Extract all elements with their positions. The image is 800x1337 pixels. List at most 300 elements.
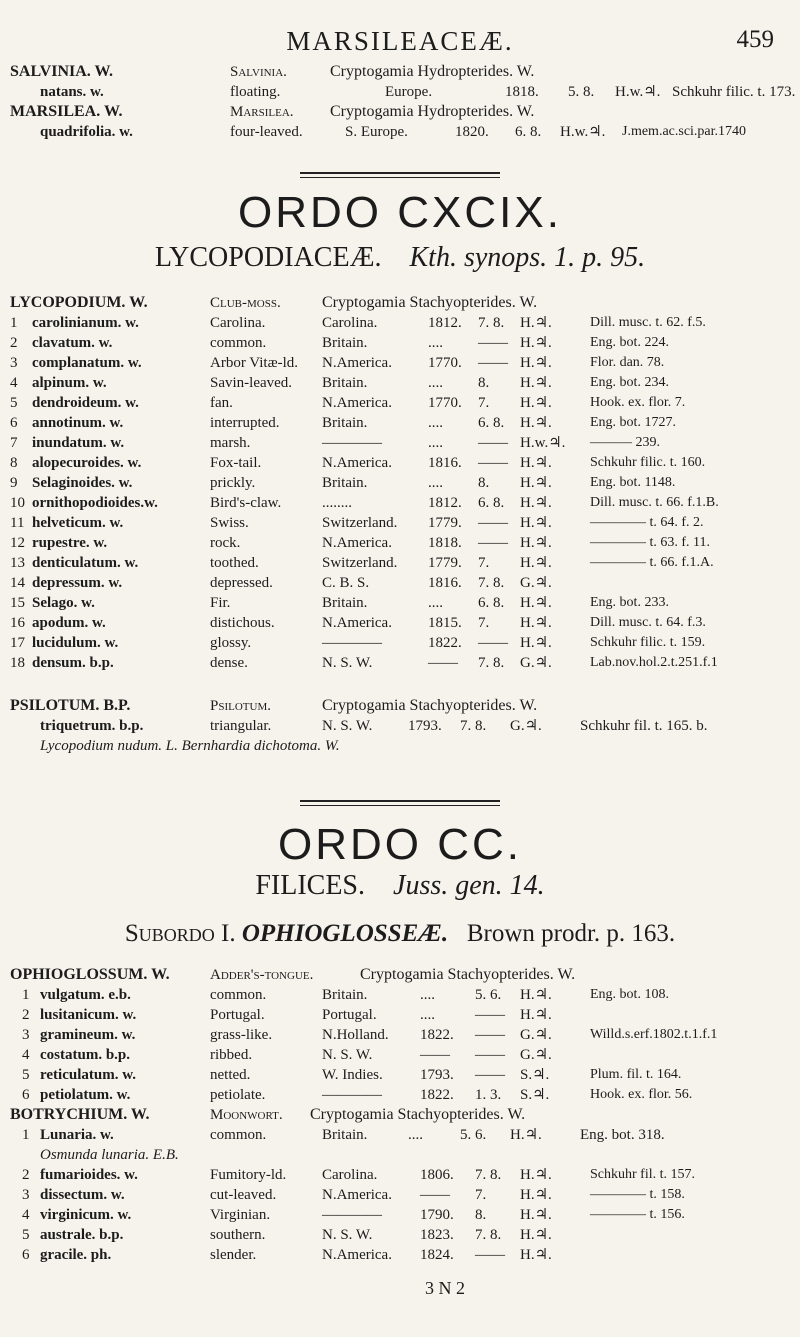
species-name: fumarioides. w.	[40, 1167, 138, 1183]
species-number: 1	[22, 987, 30, 1003]
native-place: N. S. W.	[322, 655, 373, 671]
species-name: complanatum. w.	[32, 355, 142, 371]
genus-name: LYCOPODIUM. W.	[10, 294, 148, 311]
species-row	[10, 393, 800, 413]
flowering: 7.	[478, 615, 490, 631]
year: ....	[428, 435, 443, 451]
species-name: dissectum. w.	[40, 1187, 125, 1203]
family-reference: Juss. gen. 14.	[393, 870, 545, 901]
year: 1806.	[420, 1167, 454, 1183]
english-name: interrupted.	[210, 415, 280, 431]
reference: Eng. bot. 224.	[590, 335, 669, 350]
flowering: ——	[478, 355, 508, 371]
separator-rule	[300, 800, 500, 802]
year: ....	[420, 987, 435, 1003]
genus-row-lycopodium	[10, 293, 800, 313]
native-place: N. S. W.	[322, 1047, 373, 1063]
species-name: rupestre. w.	[32, 535, 108, 551]
species-row	[10, 313, 800, 333]
duration: H.♃.	[520, 987, 552, 1003]
order-title: ORDO CXCIX.	[238, 188, 562, 237]
english-name: Virginian.	[210, 1207, 271, 1223]
species-number: 3	[22, 1187, 30, 1203]
species-number: 5	[10, 395, 18, 411]
duration: H.♃.	[520, 375, 552, 391]
english-name: marsh.	[210, 435, 251, 451]
flowering: 7.	[478, 555, 490, 571]
year: 1812.	[428, 315, 462, 331]
native-place: ————	[322, 1087, 382, 1103]
species-row	[10, 716, 800, 736]
duration: H.♃.	[520, 1207, 552, 1223]
native-place: Switzerland.	[322, 515, 398, 531]
species-row	[10, 1005, 800, 1025]
species-number: 5	[22, 1227, 30, 1243]
native-place: Britain.	[322, 375, 368, 391]
english-name: floating.	[230, 84, 281, 100]
native-place: N.America.	[322, 455, 392, 471]
english-genus: Marsilea.	[230, 104, 294, 120]
flowering: 8.	[475, 1207, 487, 1223]
english-name: cut-leaved.	[210, 1187, 277, 1203]
duration: H.♃.	[520, 1167, 552, 1183]
species-name: apodum. w.	[32, 615, 106, 631]
english-name: Portugal.	[210, 1007, 265, 1023]
reference: Plum. fil. t. 164.	[590, 1067, 682, 1082]
english-name: netted.	[210, 1067, 251, 1083]
flowering: 7. 8.	[478, 655, 505, 671]
reference: Lab.nov.hol.2.t.251.f.1	[590, 655, 718, 670]
species-row	[10, 473, 800, 493]
species-row	[10, 553, 800, 573]
genus-row-marsilea	[10, 102, 800, 122]
note-text: Osmunda lunaria. E.B.	[40, 1147, 179, 1163]
class-name: Cryptogamia Hydropterides. W.	[330, 103, 535, 120]
species-number: 8	[10, 455, 18, 471]
species-number: 11	[10, 515, 25, 531]
synonym-note	[40, 736, 800, 756]
english-genus: Salvinia.	[230, 64, 287, 80]
species-name: reticulatum. w.	[40, 1067, 136, 1083]
reference: Schkuhr fil. t. 157.	[590, 1167, 695, 1182]
family-heading	[0, 242, 800, 274]
genus-name: MARSILEA. W.	[10, 103, 123, 120]
english-name: fan.	[210, 395, 233, 411]
species-number: 16	[10, 615, 25, 631]
year: ——	[420, 1047, 450, 1063]
genus-row-ophioglossum	[10, 965, 800, 985]
reference: J.mem.ac.sci.par.1740	[622, 124, 747, 139]
species-row	[10, 1085, 800, 1105]
flowering: 6. 8.	[515, 124, 542, 140]
species-row	[10, 613, 800, 633]
species-name: ornithopodioides.w.	[32, 495, 158, 511]
year: 1822.	[420, 1087, 454, 1103]
year: ....	[408, 1127, 423, 1143]
native-place: Switzerland.	[322, 555, 398, 571]
species-number: 1	[10, 315, 18, 331]
genus-name: BOTRYCHIUM. W.	[10, 1106, 150, 1123]
duration: H.♃.	[520, 635, 552, 651]
suborder-reference: Brown prodr. p. 163.	[466, 920, 676, 947]
reference: ———— t. 156.	[590, 1207, 685, 1222]
duration: H.♃.	[520, 615, 552, 631]
species-number: 4	[10, 375, 18, 391]
flowering: 7. 8.	[478, 575, 505, 591]
species-row	[10, 1125, 800, 1145]
duration: H.♃.	[510, 1127, 542, 1143]
suborder-label: Subordo I.	[124, 920, 236, 947]
native-place: N.America.	[322, 1247, 392, 1263]
duration: H.♃.	[520, 335, 552, 351]
class-name: Cryptogamia Stachyopterides. W.	[322, 697, 538, 714]
reference: Eng. bot. 1148.	[590, 475, 676, 490]
synonym-note	[40, 1145, 800, 1165]
english-name: Savin-leaved.	[210, 375, 293, 391]
species-name: alpinum. w.	[32, 375, 107, 391]
flowering: 7.	[478, 395, 490, 411]
year: 1816.	[428, 575, 462, 591]
species-number: 5	[22, 1067, 30, 1083]
flowering: ——	[475, 1067, 505, 1083]
genus-name: SALVINIA. W.	[10, 63, 114, 80]
species-name: gramineum. w.	[40, 1027, 136, 1043]
native-place: Britain.	[322, 987, 368, 1003]
species-row	[10, 1165, 800, 1185]
english-name: dense.	[210, 655, 248, 671]
reference: Schkuhr fil. t. 165. b.	[580, 718, 708, 734]
flowering: 7. 8.	[475, 1167, 502, 1183]
english-name: southern.	[210, 1227, 266, 1243]
species-name: Selago. w.	[32, 595, 95, 611]
reference: Eng. bot. 233.	[590, 595, 669, 610]
year: 1820.	[455, 124, 489, 140]
reference: Eng. bot. 108.	[590, 987, 669, 1002]
native-place: N.Holland.	[322, 1027, 389, 1043]
english-name: glossy.	[210, 635, 252, 651]
class-name: Cryptogamia Stachyopterides. W.	[322, 294, 538, 311]
flowering: 5. 8.	[568, 84, 595, 100]
reference: Eng. bot. 234.	[590, 375, 669, 390]
species-row	[10, 493, 800, 513]
flowering: 7. 8.	[478, 315, 505, 331]
flowering: ——	[478, 435, 508, 451]
suborder-name: OPHIOGLOSSEÆ.	[241, 920, 449, 947]
reference: ———— t. 66. f.1.A.	[590, 555, 714, 570]
species-row	[10, 453, 800, 473]
species-name: denticulatum. w.	[32, 555, 139, 571]
duration: H.♃.	[520, 595, 552, 611]
flowering: 7. 8.	[460, 718, 487, 734]
english-name: Swiss.	[210, 515, 249, 531]
flowering: ——	[478, 535, 508, 551]
native-place: ————	[322, 435, 382, 451]
native-place: Britain.	[322, 475, 368, 491]
species-row	[10, 533, 800, 553]
english-name: triangular.	[210, 718, 272, 734]
reference: Dill. musc. t. 64. f.3.	[590, 615, 706, 630]
year: 1818.	[505, 84, 539, 100]
flowering: ——	[478, 335, 508, 351]
reference: Eng. bot. 1727.	[590, 415, 676, 430]
native-place: Britain.	[322, 1127, 368, 1143]
duration: H.♃.	[520, 1007, 552, 1023]
species-name: vulgatum. e.b.	[40, 987, 131, 1003]
species-row	[10, 1245, 800, 1265]
native-place: N. S. W.	[322, 1227, 373, 1243]
species-number: 18	[10, 655, 25, 671]
year: ....	[420, 1007, 435, 1023]
english-name: distichous.	[210, 615, 275, 631]
flowering: 7. 8.	[475, 1227, 502, 1243]
duration: H.♃.	[520, 475, 552, 491]
native-place: C. B. S.	[322, 575, 370, 591]
english-name: common.	[210, 1127, 267, 1143]
english-name: petiolate.	[210, 1087, 266, 1103]
reference: Dill. musc. t. 62. f.5.	[590, 315, 706, 330]
family-heading	[0, 870, 800, 902]
year: 1822.	[420, 1027, 454, 1043]
species-row	[10, 1025, 800, 1045]
reference: Schkuhr filic. t. 159.	[590, 635, 706, 650]
reference: ———— t. 64. f. 2.	[590, 515, 704, 530]
separator-rule	[300, 177, 500, 178]
order-title: ORDO CC.	[278, 820, 522, 869]
class-name: Cryptogamia Hydropterides. W.	[330, 63, 535, 80]
species-name: inundatum. w.	[32, 435, 125, 451]
species-number: 3	[10, 355, 18, 371]
year: 1793.	[408, 718, 442, 734]
species-name: helveticum. w.	[32, 515, 124, 531]
year: ....	[428, 335, 443, 351]
duration: G.♃.	[510, 718, 542, 734]
species-row	[10, 82, 800, 102]
page-number: 459	[736, 26, 774, 53]
english-name: rock.	[210, 535, 241, 551]
species-row	[10, 513, 800, 533]
english-name: Bird's-claw.	[210, 495, 282, 511]
species-number: 3	[22, 1027, 30, 1043]
flowering: 5. 6.	[460, 1127, 487, 1143]
native-place: N.America.	[322, 395, 392, 411]
flowering: 6. 8.	[478, 595, 505, 611]
duration: G.♃.	[520, 575, 552, 591]
year: 1790.	[420, 1207, 454, 1223]
native-place: N.America.	[322, 615, 392, 631]
duration: H.♃.	[520, 1187, 552, 1203]
family-name: LYCOPODIACEÆ.	[154, 242, 382, 273]
species-row	[10, 573, 800, 593]
species-row	[10, 373, 800, 393]
flowering: ——	[478, 455, 508, 471]
duration: H.w.♃.	[560, 124, 606, 140]
species-row	[10, 1065, 800, 1085]
native-place: Britain.	[322, 595, 368, 611]
year: 1793.	[420, 1067, 454, 1083]
species-row	[10, 1185, 800, 1205]
separator-rule	[300, 805, 500, 806]
duration: H.♃.	[520, 515, 552, 531]
duration: S.♃.	[520, 1067, 550, 1083]
duration: H.♃.	[520, 315, 552, 331]
species-number: 4	[22, 1207, 30, 1223]
native-place: N.America.	[322, 355, 392, 371]
year: 1779.	[428, 515, 462, 531]
species-number: 6	[10, 415, 18, 431]
species-number: 6	[22, 1247, 30, 1263]
genus-row-botrychium	[10, 1105, 800, 1125]
species-name: Selaginoides. w.	[32, 475, 133, 491]
note-text: Lycopodium nudum. L. Bernhardia dichotoma. W.	[40, 738, 340, 754]
species-row	[10, 593, 800, 613]
species-row	[10, 433, 800, 453]
year: ——	[428, 655, 458, 671]
english-name: Carolina.	[210, 315, 266, 331]
species-number: 14	[10, 575, 25, 591]
species-name: costatum. b.p.	[40, 1047, 131, 1063]
english-genus: Adder's-tongue.	[210, 967, 314, 983]
native-place: N. S. W.	[322, 718, 373, 734]
native-place: N.America.	[322, 535, 392, 551]
species-row	[10, 1225, 800, 1245]
english-name: grass-like.	[210, 1027, 273, 1043]
flowering: 6. 8.	[478, 495, 505, 511]
species-number: 6	[22, 1087, 30, 1103]
year: 1815.	[428, 615, 462, 631]
species-row	[10, 633, 800, 653]
duration: H.♃.	[520, 415, 552, 431]
class-name: Cryptogamia Stachyopterides. W.	[360, 966, 576, 983]
english-name: four-leaved.	[230, 124, 303, 140]
species-name: depressum. w.	[32, 575, 123, 591]
species-row	[10, 653, 800, 673]
native-place: ........	[322, 495, 352, 511]
english-name: common.	[210, 987, 267, 1003]
reference: ———— t. 158.	[590, 1187, 685, 1202]
english-name: Fumitory-ld.	[210, 1167, 287, 1183]
english-name: Arbor Vitæ-ld.	[210, 355, 298, 371]
reference: Hook. ex. flor. 7.	[590, 395, 686, 410]
species-row	[10, 1045, 800, 1065]
genus-row-salvinia	[10, 62, 800, 82]
species-row	[10, 985, 800, 1005]
species-number: 2	[22, 1007, 30, 1023]
species-name: quadrifolia. w.	[40, 124, 133, 140]
duration: H.♃.	[520, 455, 552, 471]
duration: S.♃.	[520, 1087, 550, 1103]
english-name: Fir.	[210, 595, 231, 611]
year: ....	[428, 595, 443, 611]
native-place: N.America.	[322, 1187, 392, 1203]
reference: Schkuhr filic. t. 160.	[590, 455, 706, 470]
year: 1823.	[420, 1227, 454, 1243]
year: ....	[428, 375, 443, 391]
species-number: 4	[22, 1047, 30, 1063]
species-name: alopecuroides. w.	[32, 455, 142, 471]
signature-mark: 3 N 2	[425, 1278, 465, 1298]
english-genus: Psilotum.	[210, 698, 271, 714]
species-name: densum. b.p.	[32, 655, 114, 671]
year: 1816.	[428, 455, 462, 471]
genus-name: OPHIOGLOSSUM. W.	[10, 966, 170, 983]
duration: H.♃.	[520, 555, 552, 571]
species-name: natans. w.	[40, 84, 104, 100]
english-genus: Club-moss.	[210, 295, 281, 311]
year: ....	[428, 415, 443, 431]
species-number: 2	[10, 335, 18, 351]
reference: Hook. ex. flor. 56.	[590, 1087, 693, 1102]
duration: G.♃.	[520, 1047, 552, 1063]
native-place: S. Europe.	[345, 124, 408, 140]
english-name: Fox-tail.	[210, 455, 262, 471]
species-name: australe. b.p.	[40, 1227, 124, 1243]
species-number: 7	[10, 435, 18, 451]
year: ——	[420, 1187, 450, 1203]
year: 1770.	[428, 395, 462, 411]
genus-name: PSILOTUM. B.P.	[10, 697, 131, 714]
reference: ———— t. 63. f. 11.	[590, 535, 711, 550]
duration: H.♃.	[520, 395, 552, 411]
english-genus: Moonwort.	[210, 1107, 283, 1123]
native-place: Europe.	[385, 84, 433, 100]
native-place: Carolina.	[322, 1167, 378, 1183]
native-place: Carolina.	[322, 315, 378, 331]
genus-row-psilotum	[10, 696, 800, 716]
reference: Flor. dan. 78.	[590, 355, 665, 370]
duration: H.w.♃.	[615, 84, 661, 100]
english-name: toothed.	[210, 555, 259, 571]
flowering: 7.	[475, 1187, 487, 1203]
species-name: Lunaria. w.	[40, 1127, 114, 1143]
species-name: annotinum. w.	[32, 415, 124, 431]
flowering: ——	[478, 635, 508, 651]
english-name: ribbed.	[210, 1047, 253, 1063]
native-place: Britain.	[322, 415, 368, 431]
species-name: clavatum. w.	[32, 335, 113, 351]
year: 1779.	[428, 555, 462, 571]
suborder-heading	[0, 920, 800, 948]
species-name: petiolatum. w.	[40, 1087, 131, 1103]
species-name: gracile. ph.	[40, 1247, 112, 1263]
species-number: 2	[22, 1167, 30, 1183]
class-name: Cryptogamia Stachyopterides. W.	[310, 1106, 526, 1123]
species-number: 13	[10, 555, 25, 571]
duration: H.w.♃.	[520, 435, 566, 451]
flowering: ——	[475, 1047, 505, 1063]
separator-rule	[300, 172, 500, 174]
flowering: 1. 3.	[475, 1087, 502, 1103]
duration: H.♃.	[520, 535, 552, 551]
year: 1770.	[428, 355, 462, 371]
flowering: 5. 6.	[475, 987, 502, 1003]
year: 1822.	[428, 635, 462, 651]
english-name: depressed.	[210, 575, 273, 591]
english-name: slender.	[210, 1247, 257, 1263]
native-place: Portugal.	[322, 1007, 377, 1023]
english-name: common.	[210, 335, 267, 351]
year: ....	[428, 475, 443, 491]
flowering: ——	[475, 1007, 505, 1023]
duration: G.♃.	[520, 655, 552, 671]
reference: Schkuhr filic. t. 173.	[672, 84, 796, 100]
species-row	[10, 333, 800, 353]
species-number: 15	[10, 595, 25, 611]
native-place: W. Indies.	[322, 1067, 383, 1083]
flowering: ——	[475, 1247, 505, 1263]
family-name: FILICES.	[255, 870, 366, 901]
family-reference: Kth. synops. 1. p. 95.	[409, 242, 646, 273]
species-number: 17	[10, 635, 25, 651]
